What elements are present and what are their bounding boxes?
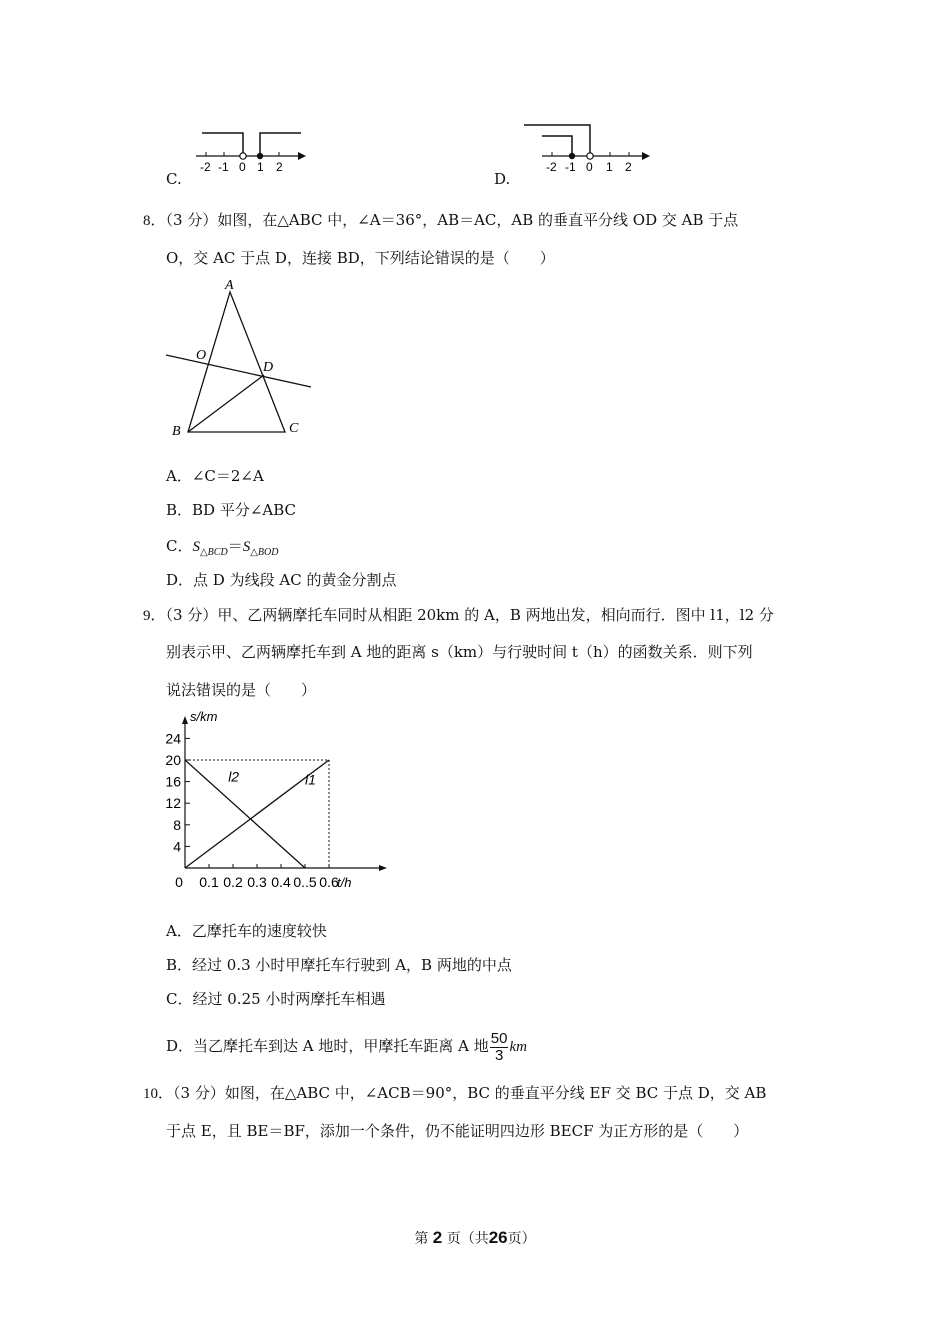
question-score: （3 分） [173, 1084, 225, 1102]
unit-text: km [509, 1039, 527, 1055]
option-label: D． [166, 1037, 194, 1055]
point-label-d: D [263, 360, 274, 375]
q9-distance-time-chart [160, 706, 410, 901]
q9-option-a [166, 921, 327, 941]
current-page-number: 2 [432, 1228, 443, 1247]
question-text: 如图，在△ABC 中，∠A＝36°，AB＝AC，AB 的垂直平分线 OD 交 AB 于点 [217, 211, 739, 229]
y-tick-label: 16 [165, 773, 181, 790]
tick-label: 2 [276, 160, 283, 174]
vertex-label-b: B [172, 424, 181, 439]
origin-label: 0 [175, 874, 183, 890]
q8-triangle-figure [160, 275, 320, 440]
fraction [490, 1031, 509, 1064]
q9-option-b [166, 955, 512, 975]
tick-label: -1 [565, 160, 576, 174]
option-label: B． [166, 501, 193, 519]
tick-label: -2 [546, 160, 557, 174]
question-number: 9． [143, 608, 166, 624]
question-text: 如图，在△ABC 中，∠ACB＝90°，BC 的垂直平分线 EF 交 BC 于点 D，交 AB [224, 1084, 767, 1102]
tick-label: 0 [586, 160, 593, 174]
x-tick-label: 0.6 [319, 874, 339, 890]
q8-option-a [166, 466, 264, 486]
option-text: ∠C＝2∠A [191, 467, 264, 485]
y-axis-label: s/km [190, 709, 218, 724]
option-text: 经过 0.3 小时甲摩托车行驶到 A，B 两地的中点 [192, 956, 512, 974]
q7-numberline-d [520, 120, 655, 178]
q8-option-d [166, 570, 396, 590]
point-label-o: O [196, 348, 207, 363]
q8-option-b [166, 500, 296, 520]
fraction-numerator: 50 [490, 1029, 508, 1047]
option-text: △BCD [199, 547, 228, 558]
footer-text: 第 [414, 1231, 429, 1247]
option-text: ＝ [227, 537, 243, 555]
question-number: 8． [143, 213, 166, 229]
y-tick-label: 4 [173, 838, 181, 855]
q9-stem-line2: 别表示甲、乙两辆摩托车到 A 地的距离 s（km）与行驶时间 t（h）的函数关系．则下列 [166, 643, 753, 661]
tick-label: -1 [218, 160, 229, 174]
option-label: C． [166, 537, 193, 555]
vertex-label-a: A [225, 278, 234, 293]
option-text: S [242, 539, 251, 555]
y-tick-label: 8 [173, 816, 181, 833]
question-score: （3 分） [165, 606, 218, 624]
q7-numberline-c [192, 126, 312, 178]
series-label-l1: l1 [305, 771, 316, 788]
vertex-label-c: C [289, 421, 299, 436]
x-tick-label: 0.1 [199, 874, 219, 890]
fraction-denominator: 3 [494, 1046, 504, 1064]
option-text: 点 D 为线段 AC 的黄金分割点 [193, 571, 397, 589]
tick-label: 1 [257, 160, 264, 174]
q7-option-c-label: C. [166, 170, 182, 188]
q9-option-d [166, 1028, 527, 1065]
option-text: △BOD [250, 547, 279, 558]
option-label: A． [166, 922, 192, 940]
q8-stem-line2: O，交 AC 于点 D，连接 BD，下列结论错误的是（ ） [166, 249, 555, 267]
q10-stem-line1 [143, 1083, 766, 1104]
q8-stem-line1 [143, 210, 738, 231]
option-text: BD 平分∠ABC [192, 501, 297, 519]
y-axis-arrow [182, 716, 188, 724]
option-text: 乙摩托车的速度较快 [191, 922, 327, 940]
question-text: 甲、乙两辆摩托车同时从相距 20km 的 A，B 两地出发，相向而行．图中 l1，l2 分 [217, 606, 774, 624]
y-tick-label: 20 [165, 752, 181, 768]
x-tick-label: 0..5 [293, 874, 317, 890]
option-text: 当乙摩托车到达 A 地时，甲摩托车距离 A 地 [193, 1037, 489, 1055]
q7-option-d-label: D. [494, 170, 511, 188]
x-tick-label: 0.4 [271, 874, 291, 890]
q9-stem-line3: 说法错误的是（ ） [166, 681, 317, 699]
tick-label: 1 [606, 160, 613, 174]
total-page-count: 26 [488, 1228, 508, 1247]
q9-option-c [166, 989, 385, 1009]
q10-stem-line2: 于点 E，且 BE＝BF，添加一个条件，仍不能证明四边形 BECF 为正方形的是（ ） [166, 1122, 749, 1140]
x-tick-label: 0.2 [223, 874, 243, 890]
question-number: 10． [143, 1086, 174, 1102]
y-tick-label: 12 [165, 795, 181, 812]
option-text: S [192, 539, 200, 555]
series-line-l2 [185, 760, 305, 868]
tick-label: -2 [200, 160, 211, 174]
y-tick-label: 24 [165, 730, 181, 747]
q8-option-c [166, 536, 278, 563]
x-tick-label: 0.3 [247, 874, 267, 890]
option-text: 经过 0.25 小时两摩托车相遇 [192, 990, 386, 1008]
footer-text: 页（共 [446, 1231, 489, 1247]
q9-stem-line1 [143, 605, 774, 626]
x-axis-label: t/h [337, 875, 352, 890]
page-footer [0, 1228, 950, 1248]
tick-label: 0 [239, 160, 246, 174]
question-score: （3 分） [165, 211, 218, 229]
tick-label: 2 [625, 160, 632, 174]
option-label: A． [166, 467, 192, 485]
option-label: D． [166, 571, 194, 589]
series-label-l2: l2 [228, 768, 240, 785]
footer-text: 页） [507, 1231, 536, 1247]
option-label: C． [166, 990, 193, 1008]
option-label: B． [166, 956, 193, 974]
x-axis-arrow [379, 865, 387, 871]
